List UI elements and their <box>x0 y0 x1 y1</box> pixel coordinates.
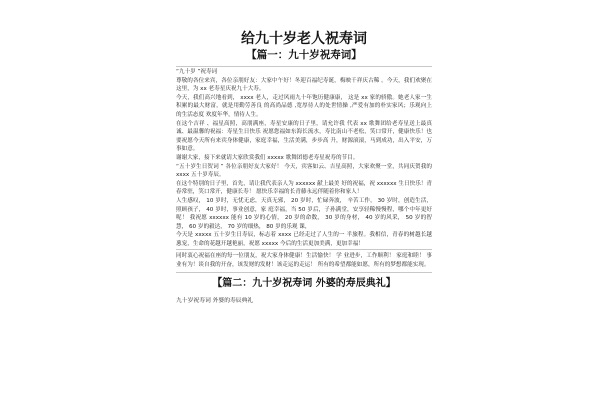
document-title: 给九十岁老人祝寿词 <box>241 31 367 47</box>
closing-paragraph: 同时衷心祝福在座的每一位朋友，祝大家身体健康！生活愉快！ 学 业进步，工作顺利！ 家庭和睦！ 事业有为！谈自我的开奋，该发财的发财！该走运的走运！ 所有的希望都能如愿，所有的梦想都能实现。 <box>176 250 432 272</box>
paragraph: 人生感叹， 10 岁时，无忧无虑，天真无邪， 20 岁时，忙碌奔波， 辛苦工作， 30 岁时，创造生活，照顾孩子， 40 岁时，事业创意，家 庭幸福，当 50 岁后，子孙满堂，安享轻稀慢慢程，哪个中年更好呢！ 我祝愿 xxxxxx 能有 10 岁的心情， 20 岁的命数， 30 岁的身材， 40 岁的风采， 50 岁的智慧， 60 岁的毅达， 70 岁的细热， 80 岁的乐观 课， <box>176 197 432 230</box>
section2-caption: 九十岁祝寿词 外婆的寿辰典礼 <box>176 297 254 304</box>
section1-heading: 【篇一：九十岁祝寿词】 <box>246 49 362 61</box>
paragraph: 在这个吉祥 、福星高照，高朋满座，寿星安康的日子里，请允许我 代表 xx 歌舞团给老寿星送上最真诚、最温馨的祝福：寿星生日快乐 祝愿您福如东海长流水，寿比南山不老松，笑口常开，健康快乐！也要祝愿今天所有来宾身体健康，家庭幸福，生活美满，步步高 升，财源滚滚，马到成功，出入平安，万事如意。 <box>176 120 432 153</box>
paragraph: 谢谢大家，接下来就请大家欣赏我们 xxxxx 歌舞团德老寿星祝寿的节目。 <box>176 154 359 161</box>
speech-heading: “九十岁 ”祝寿词 <box>176 69 218 75</box>
paragraph: 今天，我们高兴地看到， xxxx 老人，走过风雨九十年饱历健康康， 这是 xx 家的骄傲。她老人家一生积累的最大财富，就是用勤劳善良 的高尚品德 ,宽厚待人的处世情操 ,严爱有加的朴实家风；乐观向上 的生活态度 欢度年华，情待人生。 <box>176 94 432 118</box>
speech-block <box>176 66 432 250</box>
paragraph: 今天是 xxxxx 五十岁生日寿辰，标志着 xxxx 已经走过了人生的一 半旅程。我相信，青春的树越长越葱宠，生命的花越开越艳丽，祝愿 xxxxx 今后的生活更加美满，更加幸福！ <box>176 232 432 247</box>
paragraph: “五十岁生日贺词 ” 各位亲朋好友大家好！ 今天，宾客如云、吉星高照，大家欢聚一堂，共同庆贺我的 xxxx 五十岁寿辰。 <box>176 163 432 179</box>
document-page <box>176 30 432 400</box>
section2-heading: 【篇二：九十岁祝寿词 外婆的寿辰典礼】 <box>212 277 396 289</box>
paragraph: 尊敬的各位来宾，各位亲朋好友：大家中午好！冬迎百福纪寿诞，梅映千祥庆古稀 。今天，我们欢聚在这里，为 xx 老寿星庆祝九十大寿。 <box>176 77 432 93</box>
paragraph: 在这个特别的日子里，首先，请让我代表亲人为 xxxxxx 献上最美 好的祝福，祝 xxxxxx 生日快乐！青春常驻，笑口常开，健康长寿！ 愿快乐幸福的长青藤永远伴随着你和家人！ <box>176 180 432 196</box>
